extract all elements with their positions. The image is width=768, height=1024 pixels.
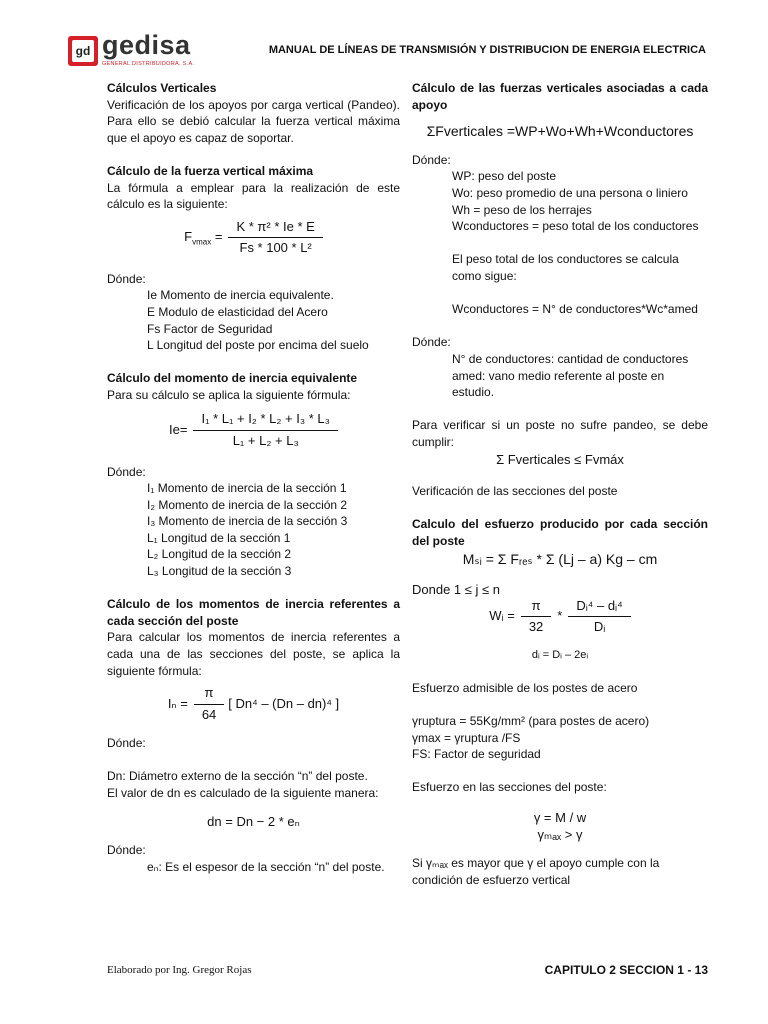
paragraph: Si γₘₐₓ es mayor que γ el apoyo cumple con la condición de esfuerzo vertical xyxy=(412,856,660,887)
formula-gamma-ruptura: γruptura = 55Kg/mm² (para postes de acero) xyxy=(412,714,650,728)
list-item: L₂ Longitud de la sección 2 xyxy=(147,547,292,562)
heading-fuerzas-verticales: Cálculo de las fuerzas verticales asociadas a cada apoyo xyxy=(412,81,708,112)
donde-label: Dónde: xyxy=(107,271,146,286)
formula-wconductores: Wconductores = N° de conductores*Wc*amed xyxy=(452,302,698,317)
list-item: Wh = peso de los herrajes xyxy=(452,202,592,217)
formula-denominator: 64 xyxy=(201,706,217,722)
company-logo xyxy=(68,30,195,72)
paragraph: Verificación de los apoyos por carga vertical (Pandeo). Para ello se debió calcular la fuerza vertical máxima que el apoyo es capaz de soportar. xyxy=(107,97,400,145)
list-item: Wo: peso promedio de una persona o liniero xyxy=(452,185,688,200)
paragraph: Esfuerzo en las secciones del poste: xyxy=(412,780,607,795)
formula-numerator: π xyxy=(194,685,224,705)
list-item: I₂ Momento de inercia de la sección 2 xyxy=(147,497,348,512)
paragraph: Para calcular los momentos de inercia referentes a cada una de las secciones del poste, se aplica la siguiente fórmula: xyxy=(107,630,400,678)
list-item: WP: peso del poste xyxy=(452,169,557,184)
list-item: L Longitud del poste por encima del suelo xyxy=(147,338,369,353)
heading-momento-inercia-equivalente: Cálculo del momento de inercia equivalente xyxy=(107,371,358,386)
formula-denominator: Dᵢ xyxy=(593,619,606,635)
formula-numerator: K * π² * Ie * E xyxy=(228,219,322,239)
heading-momentos-inercia-seccion: Cálculo de los momentos de inercia referentes a cada sección del poste xyxy=(107,597,400,628)
paragraph: El valor de dn es calculado de la siguiente manera: xyxy=(107,786,379,800)
formula-gamma: γ = M / w xyxy=(533,809,587,825)
list-item: eₙ: Es el espesor de la sección “n” del poste. xyxy=(147,859,385,874)
heading-esfuerzo-seccion: Calculo del esfuerzo producido por cada sección del poste xyxy=(412,517,708,548)
formula-ie: Ie= $\frac{\text{I₁ * L₁ + I₂ * L₂ + I₃ * L₃}}{\text{L₁ + L₂ + L₃}}$ xyxy=(107,404,400,458)
list-item: amed: vano medio referente al poste en estudio. xyxy=(452,368,665,400)
formula-numerator: I₁ * L₁ + I₂ * L₂ + I₃ * L₃ xyxy=(193,411,337,431)
paragraph: Para su cálculo se aplica la siguiente fórmula: xyxy=(107,387,351,402)
formula-denominator: Fs * 100 * L² xyxy=(239,240,312,256)
heading-fuerza-vertical-maxima: Cálculo de la fuerza vertical máxima xyxy=(107,163,314,178)
list-item: I₃ Momento de inercia de la sección 3 xyxy=(147,514,348,529)
formula-numerator: π xyxy=(521,598,551,618)
list-item: I₁ Momento de inercia de la sección 1 xyxy=(147,481,347,496)
donde-label: Dónde: xyxy=(412,152,451,167)
logo-mark-text: gd xyxy=(72,40,94,62)
right-column xyxy=(412,80,708,888)
donde-label: Dónde: xyxy=(107,464,146,479)
donde-label: Dónde: xyxy=(412,335,451,350)
formula-fvmax: $F_{vmax}$ = $\frac{\text{K * π² * Ie * E}}{\text{Fs * 100 * L²}}$ xyxy=(107,213,400,263)
formula-denominator: 32 xyxy=(528,619,544,635)
header-title: MANUAL DE LÍNEAS DE TRANSMISIÓN Y DISTRIBUCION DE ENERGIA ELECTRICA xyxy=(268,44,706,56)
paragraph: Verificación de las secciones del poste xyxy=(412,484,618,499)
footer-chapter: CAPITULO 2 SECCION 1 - 13 xyxy=(544,963,708,977)
list-item: Fs Factor de Seguridad xyxy=(147,321,273,336)
footer-author: Elaborado por Ing. Gregor Rojas xyxy=(107,964,252,976)
formula-denominator: L₁ + L₂ + L₃ xyxy=(232,433,299,448)
paragraph: Para verificar si un poste no sufre pandeo, se debe cumplir: xyxy=(412,418,708,449)
list-item: Ie Momento de inercia equivalente. xyxy=(147,288,334,303)
paragraph: El peso total de los conductores se calcula como sigue: xyxy=(452,252,679,283)
paragraph: La fórmula a emplear para la realización de este cálculo es la siguiente: xyxy=(107,180,400,212)
heading-calculos-verticales: Cálculos Verticales xyxy=(107,81,217,95)
left-column xyxy=(107,80,400,875)
logo-name: gedisa xyxy=(102,30,191,60)
formula-j-range: Donde 1 ≤ j ≤ n xyxy=(412,582,500,598)
logo-mark xyxy=(68,36,98,66)
list-item: N° de conductores: cantidad de conductores xyxy=(452,351,689,366)
paragraph: Esfuerzo admisible de los postes de acero xyxy=(412,680,638,695)
formula-gamma-condition: γₘₐₓ > γ xyxy=(537,826,583,842)
list-item: Wconductores = peso total de los conductores xyxy=(452,219,699,234)
formula-in: Iₙ = $\frac{\pi}{64}$ [ Dn⁴ – (Dn – dn)⁴ ] xyxy=(167,685,340,722)
formula-di: dᵢ = Dᵢ – 2eᵢ xyxy=(531,648,589,661)
list-item: E Modulo de elasticidad del Acero xyxy=(147,304,328,319)
list-item: L₃ Longitud de la sección 3 xyxy=(147,564,292,579)
list-item: L₁ Longitud de la sección 1 xyxy=(147,530,291,545)
paragraph: Dn: Diámetro externo de la sección “n” del poste. xyxy=(107,769,368,784)
donde-label: Dónde: xyxy=(107,736,146,751)
logo-subtitle: GENERAL DISTRIBUIDORA, S.A. xyxy=(102,61,195,67)
formula-fs: FS: Factor de seguridad xyxy=(412,747,541,762)
donde-label: Dónde: xyxy=(107,843,146,858)
formula-wi: Wᵢ = $\frac{\pi}{32}$ * $\frac{\text{Dᵢ⁴ – dᵢ⁴}}{\text{Dᵢ}}$ xyxy=(412,597,708,637)
formula-sum-fverticales: ΣFverticales =WP+Wo+Wh+Wconductores xyxy=(426,123,694,140)
formula-pandeo-condition: Σ Fverticales ≤ Fvmáx xyxy=(496,452,624,468)
formula-msi: Mₛᵢ = Σ Fᵣₑₛ * Σ (Lj – a) Kg – cm xyxy=(462,551,658,568)
formula-numerator: Dᵢ⁴ – dᵢ⁴ xyxy=(568,598,630,618)
formula-bracket-term: [ Dn⁴ – (Dn – dn)⁴ ] xyxy=(228,695,340,711)
formula-gamma-max: γmax = γruptura /FS xyxy=(412,730,521,745)
formula-dn: dn = Dn − 2 * eₙ xyxy=(207,813,300,829)
